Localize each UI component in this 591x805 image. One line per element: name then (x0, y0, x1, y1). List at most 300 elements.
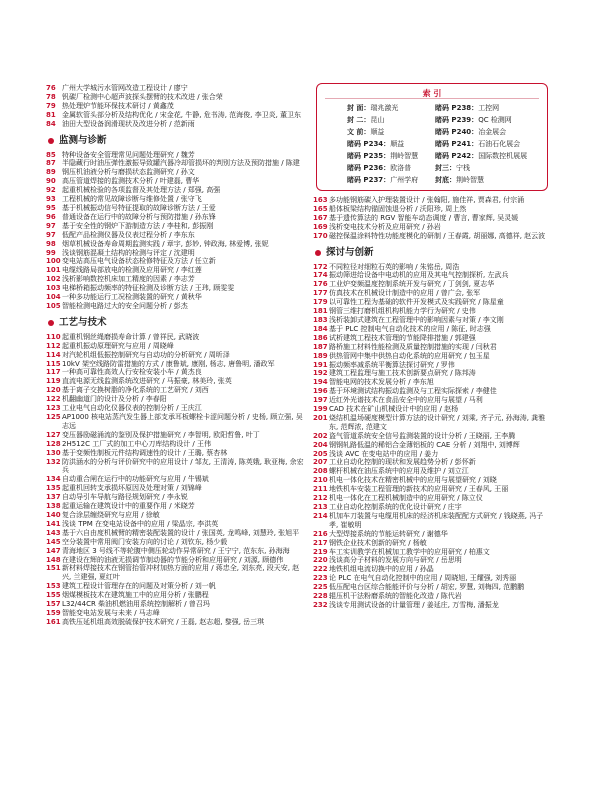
page-number: 87 (46, 159, 56, 168)
article-title: 对汽轮机组低振控制研究与自动功的分析研究 / 周昕泽 (62, 350, 230, 359)
toc-entry[interactable] (313, 352, 549, 361)
article-title: 电缆线路局部放电的检测及应用研究 / 李红莲 (62, 266, 202, 275)
toc-entry[interactable] (46, 493, 308, 502)
toc-entry[interactable] (313, 565, 549, 574)
article-title: 基于变频性制板元件结构调速性的设计 / 王璐, 蔡杏林 (62, 448, 228, 457)
page-number: 189 (313, 351, 328, 360)
toc-entry[interactable] (313, 530, 549, 539)
toc-entry[interactable] (313, 494, 549, 503)
page-number: 134 (46, 475, 61, 484)
index-key: 文 前： (347, 128, 371, 136)
article-title: 起重机振动原理研究与应用 / 周晓峰 (62, 341, 174, 350)
section-heading (46, 317, 308, 329)
article-title: 热处理炉节能环保技术研讨 / 黄鑫茂 (62, 101, 174, 110)
index-item (435, 140, 520, 149)
article-title: 青海地区 3 号线不等轮腹中侧压轮动作异常研究 / 王宁宁, 范东东, 孙海海 (62, 546, 290, 555)
toc-entry[interactable] (46, 240, 308, 249)
article-title: 浅析影响数控机床加工精度的因素 / 李志芳 (62, 275, 195, 284)
toc-entry[interactable] (313, 205, 549, 214)
page-number: 165 (313, 204, 328, 213)
page-number: 176 (313, 280, 328, 289)
page-number: 103 (46, 284, 61, 293)
toc-entry[interactable] (46, 213, 308, 222)
toc-entry[interactable] (313, 316, 549, 325)
toc-entry[interactable] (46, 449, 308, 458)
toc-entry[interactable] (313, 574, 549, 583)
page-number: 99 (46, 248, 56, 257)
section-title: 监测与诊断 (59, 134, 107, 146)
page-number: 76 (46, 84, 56, 92)
article-title: 直流电源无线监测系统改进研究 / 马振豪, 林美玲, 张英 (62, 377, 232, 386)
toc-entry[interactable] (46, 547, 308, 556)
article-title: 磁控保温涂料特性功能度模化的研制 / 王春霞, 胡丽娜, 高德祥, 赵云波 (329, 231, 546, 240)
section-title: 探讨与创新 (326, 246, 374, 258)
page-number: 157 (46, 600, 61, 609)
article-title: 多功能钢筋碳入护理装置设计 / 张翰阳, 施佳祥, 贾森君, 付宗涌 (329, 196, 525, 204)
page-number: 148 (46, 555, 61, 564)
article-title: 防洪涵水的分析与评价研究中的应用设计 / 邹友, 王清涛, 陈英娥, 耿亚梅, 余宏兵 (62, 457, 304, 475)
article-title: 试析建筑工程技术管理的节能降排措施 / 郭建强 (329, 333, 476, 342)
page-number: 119 (46, 377, 61, 386)
article-title: CAD 技术在矿山机械设计中的应用 / 赵杨 (329, 405, 459, 414)
article-title: 烟草机械设备寿命周期监测实践 / 章宇, 彭妙, 钟政海, 林爱博, 张妮 (62, 239, 269, 248)
advertiser-index-box (316, 83, 548, 191)
index-divider (325, 98, 539, 99)
page-number: 155 (46, 591, 61, 600)
page-number: 100 (46, 257, 61, 266)
toc-entry[interactable] (46, 342, 308, 351)
toc-entry[interactable] (46, 502, 308, 511)
toc-entry[interactable] (46, 102, 308, 111)
toc-entry[interactable] (46, 195, 308, 204)
article-title: 机翻幽道门的设计及分析 / 李春阳 (62, 395, 167, 404)
index-value: 荆岭智慧 (456, 176, 484, 184)
page-number: 81 (46, 110, 56, 119)
page-number: 151 (46, 564, 61, 573)
article-title: 仿真技术在机械设计制造中的应用 / 曾广会, 张军 (329, 289, 481, 298)
index-key: 睹码 P241： (435, 140, 479, 148)
index-item (347, 128, 384, 137)
toc-entry[interactable] (46, 120, 308, 129)
page-number: 153 (46, 582, 61, 591)
toc-entry[interactable] (46, 231, 308, 240)
toc-entry[interactable] (46, 84, 308, 93)
page-number: 79 (46, 101, 56, 110)
page-number: 84 (46, 119, 56, 128)
index-key: 睹码 P236： (347, 164, 391, 172)
index-key: 睹码 P238： (435, 104, 479, 112)
toc-entry[interactable] (46, 591, 308, 600)
article-title: 螺杆机械在油压系统中的应用及维护 / 刘立江 (329, 467, 469, 476)
article-title: 起重机钢丝绳磨损寿命计算 / 曾祥民, 武晓波 (62, 332, 200, 341)
article-title: 特种设备安全管理常见问题处理研究 / 魏芳 (62, 150, 195, 159)
page-number: 125 (46, 413, 61, 421)
toc-entry[interactable] (313, 280, 549, 289)
page-number: 169 (313, 222, 328, 231)
section-title: 工艺与技术 (59, 316, 107, 328)
page-number: 98 (46, 239, 56, 248)
index-key: 封三： (435, 164, 456, 172)
article-title: 高压管道焊接的监测技术分析 / 叶建磊, 曹华 (62, 177, 200, 186)
toc-entry[interactable] (46, 257, 308, 266)
article-title: 自动重合闸在运行中的功能研究与应用 / 牛锡斌 (62, 475, 209, 484)
toc-entry[interactable] (46, 168, 308, 177)
article-title: 烟煤模板技术在建筑施工中的应用分析 / 张鹏程 (62, 591, 209, 600)
article-title: 基于环境测试结构振动监测及与工程实际探索 / 李健佳 (329, 387, 497, 396)
index-item (347, 152, 418, 161)
index-item (435, 176, 484, 185)
article-title: 电梯桥箱振动频率的特征检测及诊断方法 / 王玮, 顾雯雯 (62, 284, 235, 293)
article-title: 复合涂层缠绕研究与应用 / 徐敏 (62, 510, 160, 519)
page-number: 208 (313, 467, 328, 476)
page-number: 186 (313, 333, 328, 342)
page-number: 135 (46, 484, 61, 493)
article-title: 建筑工程设计管理存在的问题及对策分析 / 刘一帆 (62, 582, 216, 591)
index-key: 睹码 P240： (435, 128, 479, 136)
page-number: 137 (46, 493, 61, 502)
page-number: 172 (313, 262, 328, 271)
toc-entry[interactable] (313, 601, 549, 610)
toc-entry[interactable] (46, 351, 308, 360)
article-title: 普通设备在运行中的故障分析与预防措施 / 孙东锋 (62, 212, 216, 221)
page-number: 161 (46, 617, 61, 626)
article-title: 浅谈 TPM 在变电站设备中的应用 / 梁晶宗, 李洪英 (62, 519, 219, 528)
toc-entry[interactable] (46, 186, 308, 195)
toc-entry[interactable] (313, 485, 549, 494)
page-number: 141 (46, 519, 61, 528)
page-number: 170 (313, 231, 328, 240)
index-value: 广州学府 (390, 176, 419, 184)
toc-entry[interactable] (46, 386, 308, 395)
index-value: 顺益 (370, 128, 385, 136)
page-number: 101 (46, 266, 61, 275)
toc-entry[interactable] (46, 111, 308, 120)
page-number: 191 (313, 360, 328, 369)
page-number: 187 (313, 342, 328, 351)
toc-entry[interactable] (313, 369, 549, 378)
page-number: 115 (46, 359, 61, 368)
page-number: 201 (313, 413, 328, 422)
page-number: 194 (313, 378, 328, 387)
toc-entry[interactable] (313, 289, 549, 298)
page-number: 177 (313, 289, 328, 298)
bullet-icon (48, 138, 54, 144)
article-title: 工业自动化控制的现状和发展趋势分析 / 彭怀新 (329, 458, 476, 467)
article-title: 基于离子交换树脂的净化系统的工艺研究 / 刘西 (62, 386, 209, 395)
article-title: 油田大型设备润滑现状及改进分析 / 范新雨 (62, 119, 195, 128)
page-number: 138 (46, 502, 61, 511)
toc-entry[interactable] (313, 503, 549, 512)
article-title: 在建设在辉的油液无损调节制动器的节能分析和应用研究 / 刘源, 顾德伟 (62, 555, 284, 564)
toc-entry[interactable] (313, 298, 549, 307)
page-number: 110 (46, 332, 61, 341)
article-title: 工业自动化控制系统的优化设计研究 / 庄宇 (329, 503, 462, 511)
index-item (347, 164, 411, 173)
toc-entry[interactable] (313, 405, 549, 414)
toc-entry[interactable] (313, 539, 549, 548)
article-title: L32/44CR 柴油机燃油用系统控制解析 / 曾召玛 (62, 600, 210, 609)
page-number: 78 (46, 92, 56, 101)
article-title: 2H512C 工厂式的加工中心刀库结构设计 / 王伟 (62, 439, 211, 448)
article-title: 广州大学城污水管网改造工程设计 / 廖宁 (62, 84, 188, 92)
page-number: 197 (313, 396, 328, 405)
article-title: 路桥施工材料性能检测及质量控制措施的实现 / 闫秋君 (329, 342, 497, 351)
article-title: 低压配电台区综合能能评价与分析 / 胡宏, 罗慧, 刘梅四, 范鹏鹏 (329, 583, 525, 592)
index-value: 荆岭智慧 (390, 152, 419, 160)
article-title: 论 PLC 在电气自动化控制中的应用 / 周晓旭, 王耀强, 刘秀丽 (329, 574, 517, 583)
article-title: 变电站高压电气设备状态检修特征及方法 / 任立新 (62, 257, 216, 266)
page-number: 199 (313, 405, 328, 414)
toc-entry[interactable] (46, 618, 308, 627)
article-title: 基于遗传算法的 RGV 智能车动态调度 / 曹言, 曹家辉, 吴灵媛 (329, 213, 519, 222)
article-title: 起重运输在建筑设计中的重要作用 / 米晓芳 (62, 502, 195, 511)
article-title: 机加车刀装置与电缆用机床的经济机床装配配方式研究 / 钱晓燕, 冯子孝, 崔敏明 (329, 511, 544, 529)
page-number: 222 (313, 565, 328, 574)
index-key: 封 二： (347, 116, 371, 124)
page-number: 123 (46, 404, 61, 413)
article-title: 车工实训教学在机械加工教学中的应用研究 / 柏惠文 (329, 547, 490, 556)
article-title: 起重机回转支承损坏原因及处理对策 / 刘锦峰 (62, 484, 202, 493)
page-number: 95 (46, 203, 56, 212)
index-key: 睹码 P235： (347, 152, 391, 160)
page-number: 130 (46, 448, 61, 457)
toc-entry[interactable] (313, 214, 549, 223)
toc-entry[interactable] (46, 520, 308, 529)
toc-entry[interactable] (46, 377, 308, 386)
page-number: 92 (46, 186, 56, 195)
index-key: 睹码 P237： (347, 176, 391, 184)
article-title: 空分装置中常用阀门安装方向的讨论 / 刘钦东, 杨少毅 (62, 537, 228, 546)
index-value: 顺益 (390, 140, 405, 148)
page-number: 181 (313, 307, 328, 316)
page-number: 147 (46, 546, 61, 555)
toc-entry[interactable] (46, 511, 308, 520)
toc-entry[interactable] (46, 159, 308, 168)
page-number: 105 (46, 301, 61, 310)
page-number: 143 (46, 528, 61, 537)
page-number: 163 (313, 196, 328, 204)
article-title: 智能变电站发展与未来 / 马志峰 (62, 608, 160, 617)
toc-entry[interactable] (46, 302, 308, 311)
index-item (347, 140, 404, 149)
article-title: 一种多功能运行工况检测装置的研究 / 黄秋华 (62, 293, 202, 302)
toc-entry[interactable] (313, 271, 549, 280)
toc-entry[interactable] (313, 441, 549, 450)
article-title: 浅谈专用测试设备的计量管理 / 姜延庄, 万雪梅, 潘振龙 (329, 600, 499, 609)
index-value: 工控网 (478, 104, 500, 112)
left-column (46, 84, 308, 627)
toc-entry[interactable] (46, 538, 308, 547)
toc-entry[interactable] (313, 307, 549, 316)
bullet-icon (48, 320, 54, 326)
page-number: 207 (313, 458, 328, 467)
toc-entry[interactable] (46, 266, 308, 275)
toc-entry[interactable] (46, 582, 308, 591)
article-title: 机电一体化在工程机械制造中的应用研究 / 陈立仪 (329, 494, 483, 503)
page-number: 216 (313, 529, 328, 538)
article-title: AP1000 核电站蒸汽发生器上部支承耳板螺栓卡涩问题分析 / 史杨, 顾立强, 吴志远 (62, 413, 303, 430)
page-number: 128 (46, 439, 61, 448)
page-number: 174 (313, 271, 328, 280)
article-title: 浅谈钢筋混凝土结构的检测与评定 / 沈建明 (62, 248, 195, 257)
index-value: 昆山 (370, 116, 385, 124)
toc-entry[interactable] (46, 484, 308, 493)
index-value: 冶金展会 (478, 128, 507, 136)
page-number: 228 (313, 592, 328, 601)
toc-entry[interactable] (46, 404, 308, 413)
article-title: 钒碳厂检测中心超声波探头摆臂的技术改进 / 张合荣 (62, 92, 223, 101)
toc-entry[interactable] (46, 475, 308, 484)
article-title: 建筑工程监理与施工技术创新要点研究 / 陈邦涛 (329, 369, 476, 378)
index-key: 封 面： (347, 104, 371, 112)
toc-entry[interactable] (46, 440, 308, 449)
article-title: 基于 PLC 控制电气自动化技术的应用 / 陈征, 时志强 (329, 324, 491, 333)
article-title: 机电一体化技术在精密机械中的应用与展望研究 / 刘晓 (329, 476, 497, 485)
index-key: 睹码 P239： (435, 116, 479, 124)
page-number: 89 (46, 168, 56, 177)
article-title: 新材料焊接技术在钢管抬管冲材加热方面的应用 / 蒋忠全, 刘东亮, 段天安, 赵兴, 兰建强, 夏红叶 (62, 564, 300, 582)
article-title: 钢压机油液分析与磨损状态监测研究 / 孙文 (62, 168, 195, 177)
toc-entry[interactable] (313, 196, 549, 205)
toc-entry[interactable] (313, 343, 549, 352)
page-number: 97 (46, 221, 56, 230)
index-title: 索 引 (419, 88, 446, 99)
page-number: 120 (46, 386, 61, 395)
article-title: 工业炉变频温度控制系统开发与研究 / 丁剑剑, 夏志华 (329, 280, 495, 289)
article-title: 浅谈高分子材料的发展方向与研究 / 岳思明 (329, 556, 462, 565)
article-title: 基于六自由度机械臂的精密装配装置的设计 / 张国英, 龙鸣峰, 刘慧玲, 张旭平 (62, 528, 300, 537)
page-number: 210 (313, 476, 328, 485)
article-title: 智能电网的技术发展分析 / 李东旭 (329, 378, 434, 387)
toc-entry[interactable] (46, 395, 308, 404)
toc-entry[interactable] (313, 387, 549, 396)
toc-entry[interactable] (313, 476, 549, 485)
page-number: 214 (313, 511, 328, 520)
toc-entry[interactable] (313, 592, 549, 601)
article-title: 变压器励磁涌流的鉴别及保护措施研究 / 李智明, 欧阳哲鲁, 叶丁 (62, 430, 260, 439)
page-number: 96 (46, 212, 56, 221)
page-number: 140 (46, 510, 61, 519)
article-title: 低配产品检测仪器及仪表过程分析 / 李东东 (62, 230, 195, 239)
index-item (435, 128, 506, 137)
article-title: 浅析装卸式建筑在工程管理中的影响因素与对策 / 李文刚 (329, 315, 504, 324)
page-number: 93 (46, 195, 56, 204)
toc-entry[interactable] (313, 432, 549, 441)
index-value: 欧洛普 (390, 164, 412, 172)
page-number: 132 (46, 457, 61, 466)
page-number: 127 (46, 430, 61, 439)
toc-entry[interactable] (46, 204, 308, 213)
article-title: 大型焊接系统的节能运转研究 / 谢德华 (329, 529, 448, 538)
index-key: 睹码 P242： (435, 152, 479, 160)
toc-entry[interactable] (46, 275, 308, 284)
page-number: 212 (313, 494, 328, 503)
toc-entry[interactable] (313, 467, 549, 476)
index-item (435, 164, 470, 173)
toc-entry[interactable] (313, 583, 549, 592)
page-number: 213 (313, 503, 328, 511)
toc-entry[interactable] (46, 93, 308, 102)
toc-entry[interactable] (46, 333, 308, 342)
page-number: 179 (313, 298, 328, 307)
article-title: 自动导引车导航与路径规划研究 / 李永锐 (62, 493, 188, 502)
toc-entry[interactable] (46, 413, 308, 431)
page-number: 204 (313, 440, 328, 449)
page-number: 167 (313, 213, 328, 222)
toc-entry[interactable] (46, 431, 308, 440)
index-item (435, 152, 527, 161)
toc-entry[interactable] (313, 512, 549, 530)
page-number: 112 (46, 341, 61, 350)
page-number: 102 (46, 275, 61, 284)
toc-entry[interactable] (313, 378, 549, 387)
page-number: 122 (46, 395, 61, 404)
section-heading (313, 247, 549, 259)
article-title: 工程机械的常见故障诊断与维修处置 / 张守飞 (62, 195, 202, 204)
page-number: 202 (313, 431, 328, 440)
page-number: 223 (313, 574, 328, 583)
index-value: 石油石化展会 (478, 140, 521, 148)
toc-entry[interactable] (46, 284, 308, 293)
page-number: 90 (46, 177, 56, 186)
page-number: 184 (313, 324, 328, 333)
toc-entry[interactable] (46, 564, 308, 582)
article-title: 振动筛进给设备中电动机的应用及其电气控制探析, 左武兵 (329, 271, 509, 280)
article-title: 基于安全性的钢炉下游制造方法 / 李桂和, 彭振刚 (62, 221, 214, 230)
toc-entry[interactable] (313, 223, 549, 232)
toc-entry[interactable] (313, 396, 549, 405)
toc-entry[interactable] (313, 556, 549, 565)
toc-entry[interactable] (313, 334, 549, 343)
right-column (313, 196, 549, 610)
page-number: 159 (46, 608, 61, 617)
toc-entry[interactable] (46, 293, 308, 302)
page-number: 104 (46, 293, 61, 302)
page-number: 232 (313, 600, 328, 609)
article-title: 半隐藏行时油压弹性激振导致罐汽器冷却管损坏的判别方法及预防措施 / 陈建 (62, 159, 300, 168)
toc-entry[interactable] (46, 600, 308, 609)
toc-entry[interactable] (46, 458, 308, 476)
toc-entry[interactable] (313, 414, 549, 432)
toc-entry[interactable] (46, 177, 308, 186)
article-title: 浅谈 AVC 在变电站中的应用 / 姜力 (329, 449, 439, 458)
toc-entry[interactable] (46, 222, 308, 231)
page-number: 196 (313, 387, 328, 396)
page-number: 183 (313, 315, 328, 324)
article-title: 智能检测电路过大的安全问题分析 / 彭杰 (62, 301, 188, 310)
page-number: 114 (46, 350, 61, 359)
section-heading (46, 135, 308, 147)
toc-entry[interactable] (46, 609, 308, 618)
index-item (435, 116, 512, 125)
article-title: 金属软管头部分析及结构优化 / 宋金花, 牛静, 危书涛, 范海俊, 李卫炎, 董卫东 (62, 110, 302, 119)
page-number: 192 (313, 369, 328, 378)
toc-entry[interactable] (313, 232, 549, 241)
toc-entry[interactable] (313, 325, 549, 334)
toc-entry[interactable] (46, 529, 308, 538)
article-title: 10kV 架空线路防雷措施的方式 / 康鲁斌, 康刚, 杨志, 唐鲁明, 潘政军 (62, 359, 275, 368)
article-title: 振动频率减系统平衡算法探讨研究 / 罗伟 (329, 360, 455, 369)
article-title: 基于机械振动信号特征提取的故障诊断方法 / 王爱 (62, 203, 216, 212)
article-title: 起重机械检验的各项监督及其处理方法 / 郑强, 高强 (62, 186, 221, 195)
article-title: 地铁机组电流切换中的应用 / 孙晶 (329, 565, 434, 574)
index-value: 国际数控机展展 (478, 152, 528, 160)
index-value: QC 检测网 (478, 116, 512, 124)
article-title: 钢铁企业技术创新的研究 / 杨敏 (329, 538, 427, 547)
article-title: 钢钢轧路低温的稀铝合金薄铝板的 CAE 分析 / 刘翔中, 刘博辉 (329, 440, 520, 449)
page-number: 220 (313, 556, 328, 565)
page-number: 145 (46, 537, 61, 546)
